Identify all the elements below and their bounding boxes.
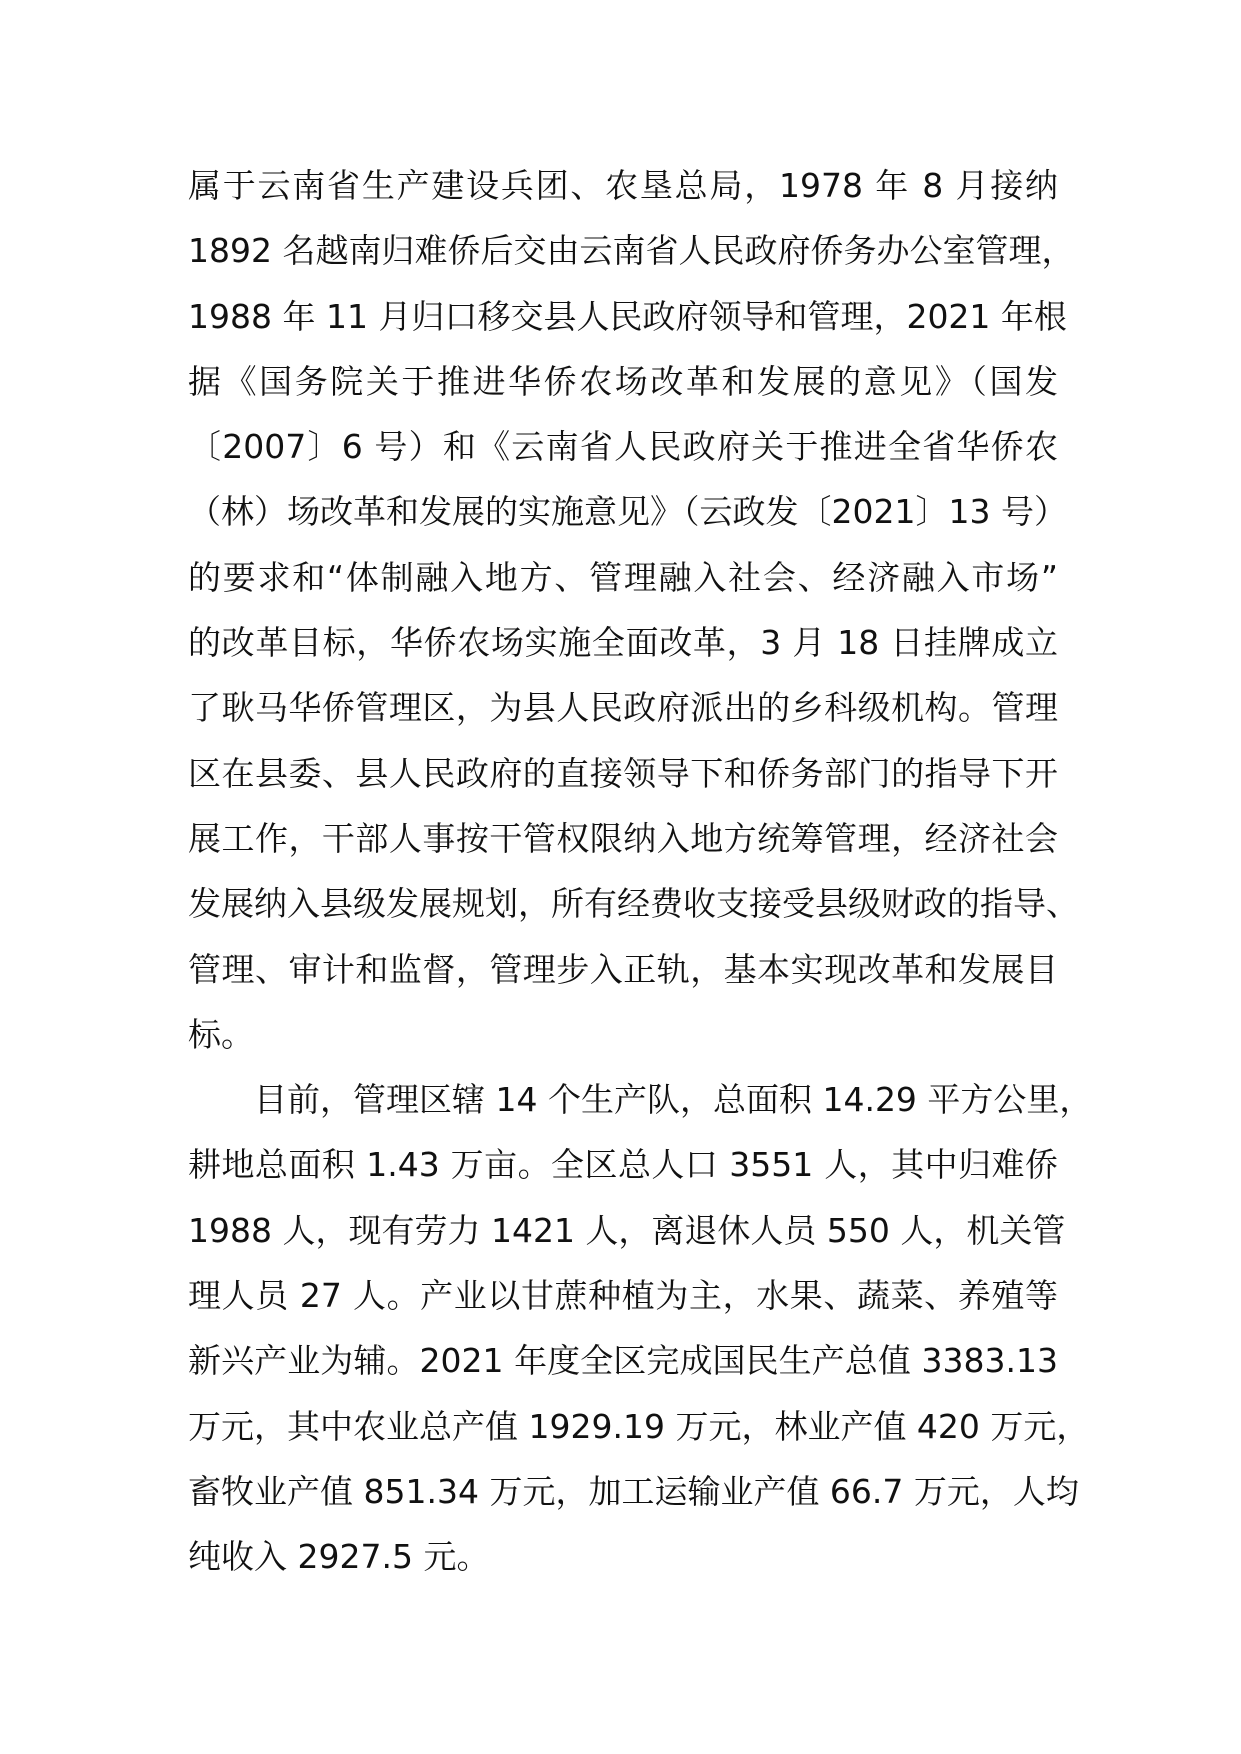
- text-line: 新兴产业为辅。2021 年度全区完成国民生产总值 3383.13: [188, 1341, 1058, 1381]
- text-line: 的要求和“体制融入地方、管理融入社会、经济融入市场”: [188, 557, 1058, 597]
- text-line: 了耿马华侨管理区，为县人民政府派出的乡科级机构。管理: [188, 688, 1058, 728]
- text-line: 1988 年 11 月归口移交县人民政府领导和管理，2021 年根: [188, 296, 1067, 336]
- document-body: [188, 153, 1093, 1590]
- paragraph-1: [188, 153, 1079, 1067]
- text-line: 1988 人，现有劳力 1421 人，离退休人员 550 人，机关管: [188, 1210, 1066, 1250]
- text-line: 〔2007〕6 号）和《云南省人民政府关于推进全省华侨农: [188, 427, 1058, 467]
- text-line: 管理、审计和监督，管理步入正轨，基本实现改革和发展目: [188, 949, 1058, 989]
- text-line: 发展纳入县级发展规划，所有经费收支接受县级财政的指导、: [188, 884, 1079, 924]
- text-line: 的改革目标，华侨农场实施全面改革，3 月 18 日挂牌成立: [188, 623, 1058, 663]
- text-line: （林）场改革和发展的实施意见》（云政发〔2021〕13 号）: [188, 492, 1067, 532]
- paragraph-2: [188, 1067, 1093, 1589]
- text-line: 标。: [188, 1014, 254, 1054]
- text-line: 据《国务院关于推进华侨农场改革和发展的意见》（国发: [188, 361, 1058, 401]
- text-line: 属于云南省生产建设兵团、农垦总局，1978 年 8 月接纳: [188, 166, 1058, 205]
- text-line: 万元，其中农业总产值 1929.19 万元，林业产值 420 万元，: [188, 1406, 1090, 1446]
- text-line: 区在县委、县人民政府的直接领导下和侨务部门的指导下开: [188, 753, 1058, 793]
- text-line: 1892 名越南归难侨后交由云南省人民政府侨务办公室管理，: [188, 231, 1075, 271]
- text-line: 耕地总面积 1.43 万亩。全区总人口 3551 人，其中归难侨: [188, 1145, 1058, 1185]
- text-line: 理人员 27 人。产业以甘蔗种植为主，水果、蔬菜、养殖等: [188, 1276, 1058, 1316]
- text-line: 展工作，干部人事按干管权限纳入地方统筹管理，经济社会: [188, 818, 1058, 858]
- text-line: 纯收入 2927.5 元。: [188, 1537, 490, 1577]
- text-line: 畜牧业产值 851.34 万元，加工运输业产值 66.7 万元，人均: [188, 1471, 1079, 1511]
- text-line: 目前，管理区辖 14 个生产队，总面积 14.29 平方公里，: [254, 1080, 1093, 1120]
